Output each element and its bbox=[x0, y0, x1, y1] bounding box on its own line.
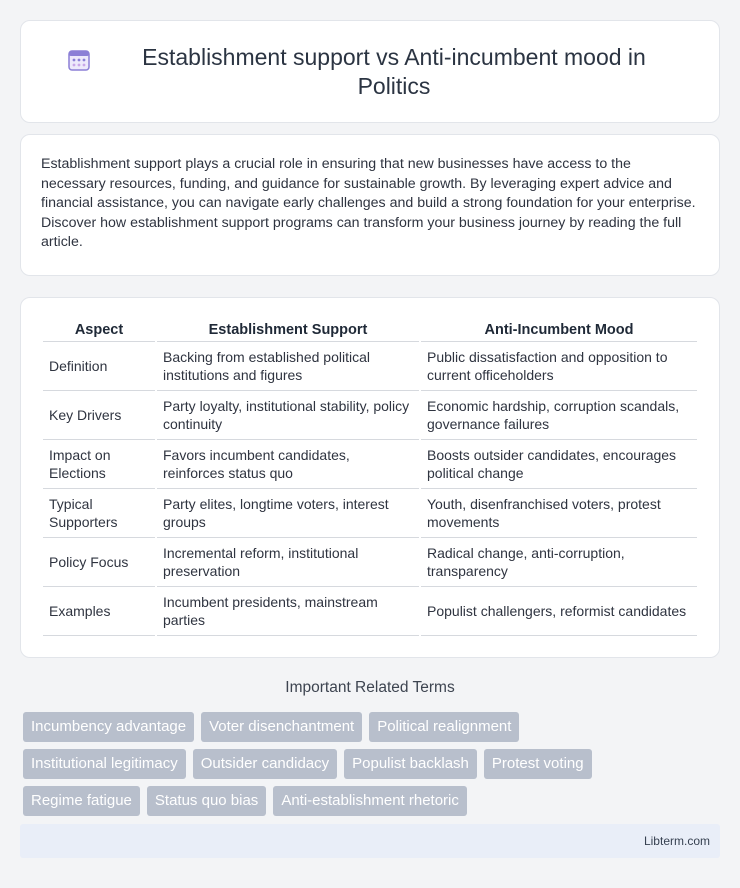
related-term-tag[interactable]: Anti-establishment rhetoric bbox=[273, 786, 467, 816]
table-cell: Examples bbox=[43, 587, 155, 636]
table-cell: Populist challengers, reformist candidates bbox=[421, 587, 697, 636]
related-term-tag[interactable]: Populist backlash bbox=[344, 749, 477, 779]
table-cell: Backing from established political institutions and figures bbox=[157, 342, 419, 391]
table-cell: Youth, disenfranchised voters, protest movements bbox=[421, 489, 697, 538]
related-term-tag[interactable]: Political realignment bbox=[369, 712, 519, 742]
table-cell: Policy Focus bbox=[43, 538, 155, 587]
column-header-aspect: Aspect bbox=[43, 320, 155, 342]
related-term-tag[interactable]: Status quo bias bbox=[147, 786, 266, 816]
table-cell: Impact on Elections bbox=[43, 440, 155, 489]
table-row bbox=[43, 489, 697, 538]
related-terms-heading: Important Related Terms bbox=[285, 678, 455, 696]
table-cell: Definition bbox=[43, 342, 155, 391]
related-term-tag[interactable]: Voter disenchantment bbox=[201, 712, 362, 742]
related-term-tag[interactable]: Incumbency advantage bbox=[23, 712, 194, 742]
calendar-icon bbox=[66, 47, 92, 73]
table-cell: Incremental reform, institutional preservation bbox=[157, 538, 419, 587]
footer bbox=[20, 824, 720, 858]
footer-site-link[interactable]: Libterm.com bbox=[643, 834, 710, 848]
table-row bbox=[43, 440, 697, 489]
related-term-tag[interactable]: Outsider candidacy bbox=[193, 749, 337, 779]
table-cell: Incumbent presidents, mainstream parties bbox=[157, 587, 419, 636]
table-row bbox=[43, 342, 697, 391]
table-cell: Party loyalty, institutional stability, policy continuity bbox=[157, 391, 419, 440]
table-cell: Typical Supporters bbox=[43, 489, 155, 538]
table-cell: Economic hardship, corruption scandals, governance failures bbox=[421, 391, 697, 440]
intro-paragraph: Establishment support plays a crucial role in ensuring that new businesses have access to the necessary resources, funding, and guidance for sustainable growth. By leveraging expert advice and financial assistance, you can navigate early challenges and build a strong foundation for your enterprise. Discover how establishment support programs can transform your business journey by reading the full article. bbox=[41, 156, 696, 250]
table-cell: Key Drivers bbox=[43, 391, 155, 440]
related-terms-list bbox=[20, 712, 660, 816]
table-cell: Radical change, anti-corruption, transparency bbox=[421, 538, 697, 587]
table-row bbox=[43, 538, 697, 587]
table-cell: Favors incumbent candidates, reinforces status quo bbox=[157, 440, 419, 489]
table-row bbox=[43, 587, 697, 636]
column-header-establishment: Establishment Support bbox=[157, 320, 419, 342]
comparison-table-card bbox=[20, 297, 720, 658]
related-term-tag[interactable]: Regime fatigue bbox=[23, 786, 140, 816]
header bbox=[66, 43, 674, 101]
table-header-row bbox=[43, 320, 697, 342]
tag-row bbox=[23, 786, 660, 816]
related-term-tag[interactable]: Institutional legitimacy bbox=[23, 749, 186, 779]
table-row bbox=[43, 391, 697, 440]
tag-row bbox=[23, 712, 660, 742]
intro-card bbox=[20, 134, 720, 276]
table-cell: Boosts outsider candidates, encourages political change bbox=[421, 440, 697, 489]
column-header-anti-incumbent: Anti-Incumbent Mood bbox=[421, 320, 697, 342]
page-title: Establishment support vs Anti-incumbent mood in Politics bbox=[142, 43, 646, 99]
table-cell: Public dissatisfaction and opposition to current officeholders bbox=[421, 342, 697, 391]
header-card bbox=[20, 20, 720, 123]
related-term-tag[interactable]: Protest voting bbox=[484, 749, 592, 779]
comparison-table bbox=[41, 320, 699, 636]
table-cell: Party elites, longtime voters, interest groups bbox=[157, 489, 419, 538]
tag-row bbox=[23, 749, 660, 779]
